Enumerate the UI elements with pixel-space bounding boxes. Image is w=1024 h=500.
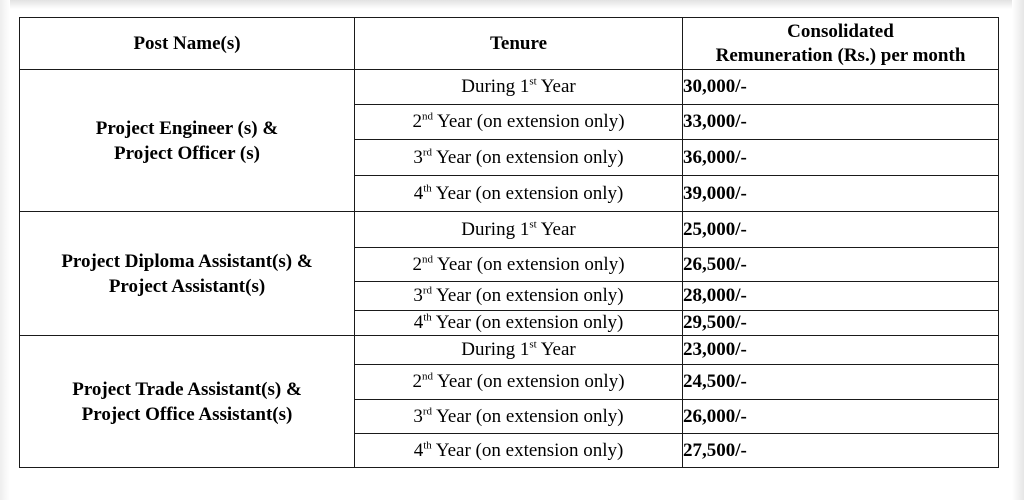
ordinal-suffix: th xyxy=(423,182,432,195)
amount-cell xyxy=(683,248,999,282)
amount-value: 33,000/- xyxy=(683,111,747,132)
amount-value: 29,500/- xyxy=(683,312,747,333)
ordinal-suffix: st xyxy=(529,338,537,351)
page-shadow-right xyxy=(1012,0,1024,500)
tenure-cell xyxy=(355,282,683,311)
post-name-cell xyxy=(20,70,355,212)
header-tenure xyxy=(355,18,683,70)
ordinal-suffix: nd xyxy=(421,253,433,266)
amount-cell xyxy=(683,365,999,400)
amount-cell xyxy=(683,282,999,311)
tenure-cell xyxy=(355,140,683,176)
ordinal-suffix: th xyxy=(423,311,432,324)
tenure-cell xyxy=(355,336,683,365)
tenure-prefix: 2 xyxy=(412,253,422,275)
tenure-prefix: 2 xyxy=(412,111,422,132)
amount-value: 23,000/- xyxy=(683,339,747,360)
header-tenure-label: Tenure xyxy=(489,32,548,54)
header-remuneration xyxy=(683,18,999,70)
post-name-line2: Project Officer (s) xyxy=(114,142,260,164)
ordinal-suffix: st xyxy=(529,218,537,231)
amount-cell xyxy=(683,105,999,140)
header-row xyxy=(20,18,999,70)
tenure-prefix: 3 xyxy=(413,146,423,168)
amount-cell xyxy=(683,176,999,212)
tenure-suffix: Year (on extension only) xyxy=(431,312,624,333)
amount-value: 36,000/- xyxy=(683,146,747,168)
amount-value: 27,500/- xyxy=(683,439,747,461)
post-name-line1: Project Trade Assistant(s) & xyxy=(72,378,302,400)
tenure-prefix: During 1 xyxy=(461,76,530,97)
tenure-cell xyxy=(355,400,683,434)
table-row xyxy=(20,336,999,365)
amount-cell xyxy=(683,212,999,248)
header-post-label: Post Name(s) xyxy=(133,32,241,54)
tenure-suffix: Year (on extension only) xyxy=(432,146,624,168)
post-name-line2: Project Office Assistant(s) xyxy=(81,403,293,425)
amount-value: 30,000/- xyxy=(683,76,747,97)
ordinal-suffix: rd xyxy=(422,284,433,297)
tenure-suffix: Year (on extension only) xyxy=(432,405,624,427)
amount-value: 24,500/- xyxy=(683,371,747,392)
ordinal-suffix: nd xyxy=(421,370,433,383)
amount-value: 26,500/- xyxy=(683,253,747,275)
ordinal-suffix: th xyxy=(423,439,432,452)
tenure-prefix: 4 xyxy=(413,439,424,461)
amount-cell xyxy=(683,311,999,336)
tenure-prefix: During 1 xyxy=(461,218,530,240)
tenure-suffix: Year (on extension only) xyxy=(431,439,624,461)
tenure-cell xyxy=(355,311,683,336)
ordinal-suffix: st xyxy=(529,75,537,88)
ordinal-suffix: nd xyxy=(421,110,433,123)
post-name-cell xyxy=(20,212,355,336)
table-row xyxy=(20,70,999,105)
amount-cell xyxy=(683,70,999,105)
ordinal-suffix: rd xyxy=(422,146,433,159)
tenure-prefix: 3 xyxy=(413,405,423,427)
tenure-prefix: 4 xyxy=(413,312,424,333)
tenure-cell xyxy=(355,248,683,282)
amount-value: 25,000/- xyxy=(683,218,747,240)
tenure-suffix: Year xyxy=(536,218,576,240)
tenure-suffix: Year (on extension only) xyxy=(432,253,625,275)
tenure-cell xyxy=(355,365,683,400)
tenure-suffix: Year xyxy=(536,76,576,97)
tenure-suffix: Year xyxy=(536,339,576,360)
tenure-prefix: 2 xyxy=(412,371,422,392)
page-shadow-top xyxy=(0,0,1024,9)
header-post-names xyxy=(20,18,355,70)
amount-cell xyxy=(683,140,999,176)
amount-value: 39,000/- xyxy=(683,182,747,204)
tenure-suffix: Year (on extension only) xyxy=(431,182,624,204)
tenure-prefix: 4 xyxy=(413,182,424,204)
tenure-cell xyxy=(355,434,683,468)
remuneration-table xyxy=(19,17,999,468)
tenure-cell xyxy=(355,70,683,105)
post-name-line2: Project Assistant(s) xyxy=(108,275,266,297)
post-name-line1: Project Engineer (s) & xyxy=(95,117,279,139)
table-row xyxy=(20,212,999,248)
tenure-suffix: Year (on extension only) xyxy=(432,111,625,132)
amount-value: 26,000/- xyxy=(683,405,747,427)
tenure-cell xyxy=(355,105,683,140)
tenure-prefix: 3 xyxy=(413,285,423,306)
amount-cell xyxy=(683,336,999,365)
tenure-cell xyxy=(355,212,683,248)
amount-value: 28,000/- xyxy=(683,285,747,306)
header-remuneration-line2: Remuneration (Rs.) per month xyxy=(715,44,966,66)
tenure-suffix: Year (on extension only) xyxy=(432,371,625,392)
post-name-cell xyxy=(20,336,355,468)
tenure-cell xyxy=(355,176,683,212)
ordinal-suffix: rd xyxy=(422,405,433,418)
page-shadow-left xyxy=(0,0,10,500)
post-name-line1: Project Diploma Assistant(s) & xyxy=(61,250,313,272)
amount-cell xyxy=(683,434,999,468)
tenure-prefix: During 1 xyxy=(461,339,530,360)
header-remuneration-line1: Consolidated xyxy=(787,20,894,42)
amount-cell xyxy=(683,400,999,434)
tenure-suffix: Year (on extension only) xyxy=(432,285,624,306)
